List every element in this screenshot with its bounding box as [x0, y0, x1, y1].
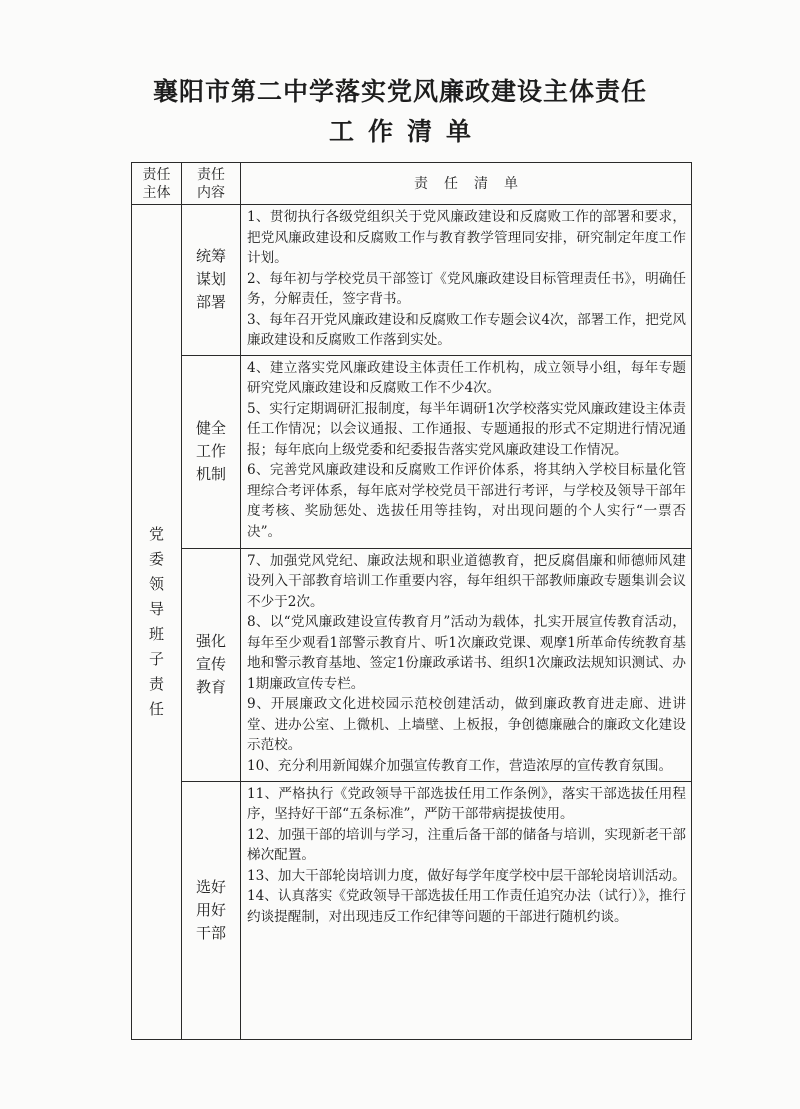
responsibility-table [131, 162, 692, 1040]
document-subtitle: 工作清单 [328, 117, 485, 146]
document-title: 襄阳市第二中学落实党风廉政建设主体责任 [152, 77, 647, 106]
responsibility-content-cell [182, 548, 241, 781]
list-item: 6、完善党风廉政建设和反腐败工作评价体系，将其纳入学校目标量化管理综合考评体系，每年底对学校党员干部进行考评，与学校及领导干部年度考核、奖励惩处、选拔任用等挂钩，对出现问题的个人实行“一票否决”。 [247, 462, 686, 540]
header-list: 责任清单 [241, 163, 692, 205]
table-row [132, 205, 692, 356]
responsibility-content-cell [182, 781, 241, 1039]
responsibility-content-cell [182, 355, 241, 548]
list-item: 2、每年初与学校党员干部签订《党风廉政建设目标管理责任书》，明确任务，分解责任，签字背书。 [247, 270, 686, 307]
list-item: 11、严格执行《党政领导干部选拔任用工作条例》，落实干部选拔任用程序，坚持好干部“五条标准”，严防干部带病提拔使用。 [247, 785, 686, 822]
responsibility-content-cell [182, 205, 241, 356]
list-item: 7、加强党风党纪、廉政法规和职业道德教育，把反腐倡廉和师德师风建设列入干部教育培训工作重要内容，每年组织干部教师廉政专题集训会议不少于2次。 [247, 552, 686, 610]
list-item: 1、贯彻执行各级党组织关于党风廉政建设和反腐败工作的部署和要求，把党风廉政建设和反腐败工作与教育教学管理同安排，研究制定年度工作计划。 [247, 209, 686, 266]
list-item: 10、充分利用新闻媒介加强宣传教育工作，营造浓厚的宣传教育氛围。 [247, 757, 673, 774]
table-row [132, 781, 692, 1039]
list-item: 9、开展廉政文化进校园示范校创建活动，做到廉政教育进走廊、进讲堂、进办公室、上微机、上墙壁、上板报，争创德廉融合的廉政文化建设示范校。 [247, 696, 686, 753]
responsibility-items-cell [241, 355, 692, 548]
responsibility-subject-cell [132, 205, 182, 1040]
responsibility-items-cell [241, 781, 692, 1039]
table-row [132, 548, 692, 781]
list-item: 4、建立落实党风廉政建设主体责任工作机构，成立领导小组，每年专题研究党风廉政建设和反腐败工作不少4次。 [247, 359, 686, 396]
header-content: 责任内容 [182, 163, 241, 205]
responsibility-subject: 党委领导班子责任 [148, 524, 164, 718]
responsibility-content: 选好用好干部 [195, 877, 226, 942]
responsibility-items-cell [241, 205, 692, 356]
table-header-row [132, 163, 692, 205]
responsibility-content: 强化宣传教育 [195, 632, 226, 696]
list-item: 12、加强干部的培训与学习，注重后备干部的储备与培训，实现新老干部梯次配置。 [247, 826, 686, 863]
list-item: 8、以“党风廉政建设宣传教育月”活动为载体，扎实开展宣传教育活动，每年至少观看1部警示教育片、听1次廉政党课、观摩1所革命传统教育基地和警示教育基地、签定1份廉政承诺书、组织1次廉政法规知识测试、办1期廉政宣传专栏。 [247, 614, 686, 692]
list-item: 13、加大干部轮岗培训力度，做好每学年度学校中层干部轮岗培训活动。 [247, 867, 686, 884]
list-item: 5、实行定期调研汇报制度，每半年调研1次学校落实党风廉政建设主体责任工作情况；以会议通报、工作通报、专题通报的形式不定期进行情况通报；每年底向上级党委和纪委报告落实党风廉政建设工作情况。 [247, 400, 686, 458]
responsibility-content: 统筹谋划部署 [195, 247, 226, 312]
list-item: 14、认真落实《党政领导干部选拔任用工作责任追究办法（试行）》，推行约谈提醒制，对出现违反工作纪律等问题的干部进行随机约谈。 [247, 888, 686, 925]
responsibility-content: 健全工作机制 [195, 419, 226, 483]
table-row [132, 355, 692, 548]
list-item: 3、每年召开党风廉政建设和反腐败工作专题会议4次，部署工作，把党风廉政建设和反腐败工作落到实处。 [247, 311, 686, 348]
header-subject: 责任主体 [132, 163, 182, 205]
responsibility-items-cell [241, 548, 692, 781]
